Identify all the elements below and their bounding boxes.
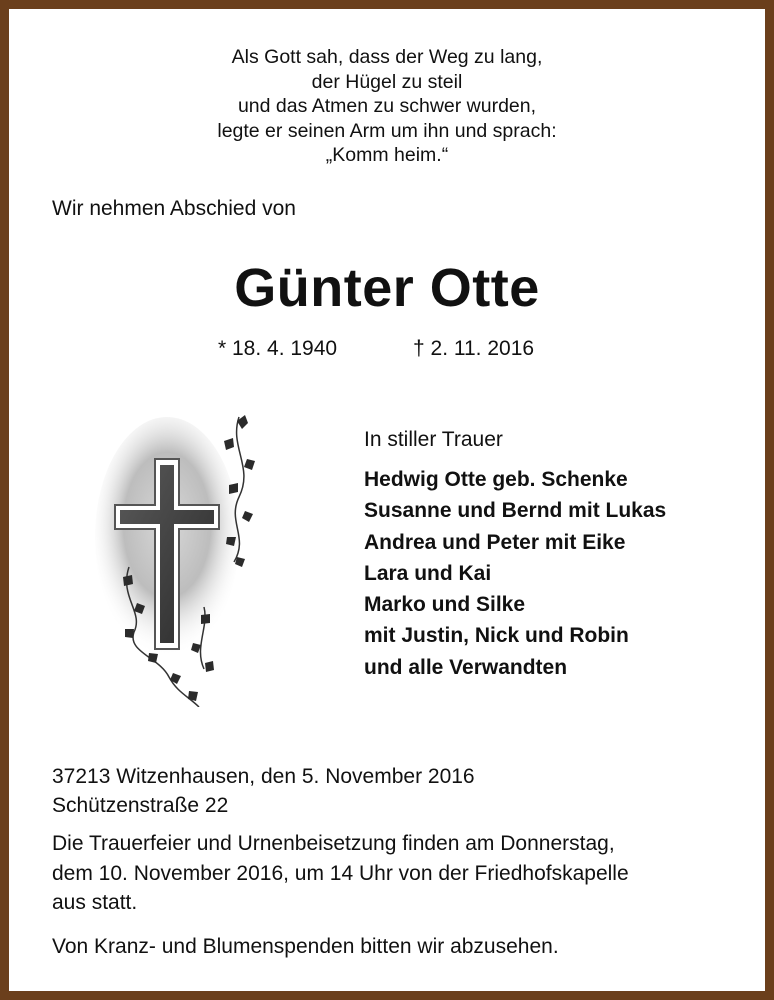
family-line: mit Justin, Nick und Robin xyxy=(364,624,629,648)
service-line: Die Trauerfeier und Urnenbeisetzung finden am Donnerstag, xyxy=(52,832,615,855)
address-line: 37213 Witzenhausen, den 5. November 2016 xyxy=(52,765,475,788)
poem xyxy=(9,45,765,168)
flowers-notice: Von Kranz- und Blumenspenden bitten wir abzusehen. xyxy=(52,935,559,958)
poem-line: Als Gott sah, dass der Weg zu lang, xyxy=(231,46,543,68)
family-line: Hedwig Otte geb. Schenke xyxy=(364,468,628,491)
poem-line: der Hügel zu steil xyxy=(311,70,463,93)
family-list xyxy=(364,464,666,683)
service-notice xyxy=(52,829,629,918)
poem-line: legte er seinen Arm um ihn und sprach: xyxy=(217,119,557,142)
deceased-name: Günter Otte xyxy=(234,258,540,318)
poem-line: und das Atmen zu schwer wurden, xyxy=(237,95,537,117)
family-line: Lara und Kai xyxy=(364,561,492,585)
mourning-heading: In stiller Trauer xyxy=(364,428,503,451)
family-line: Andrea und Peter mit Eike xyxy=(364,530,626,554)
family-line: Marko und Silke xyxy=(364,593,526,617)
address-block xyxy=(52,762,475,820)
obituary-card xyxy=(9,9,765,991)
cross-with-ivy-icon xyxy=(89,407,279,707)
address-line: Schützenstraße 22 xyxy=(52,794,229,817)
death-date: † 2. 11. 2016 xyxy=(413,337,535,360)
birth-date: * 18. 4. 1940 xyxy=(218,337,338,360)
family-line: und alle Verwandten xyxy=(364,655,568,679)
service-line: aus statt. xyxy=(52,891,138,914)
family-line: Susanne und Bernd mit Lukas xyxy=(364,499,667,523)
intro-text: Wir nehmen Abschied von xyxy=(52,197,296,220)
poem-line: „Komm heim.“ xyxy=(325,144,449,166)
service-line: dem 10. November 2016, um 14 Uhr von der Friedhofskapelle xyxy=(52,861,629,885)
